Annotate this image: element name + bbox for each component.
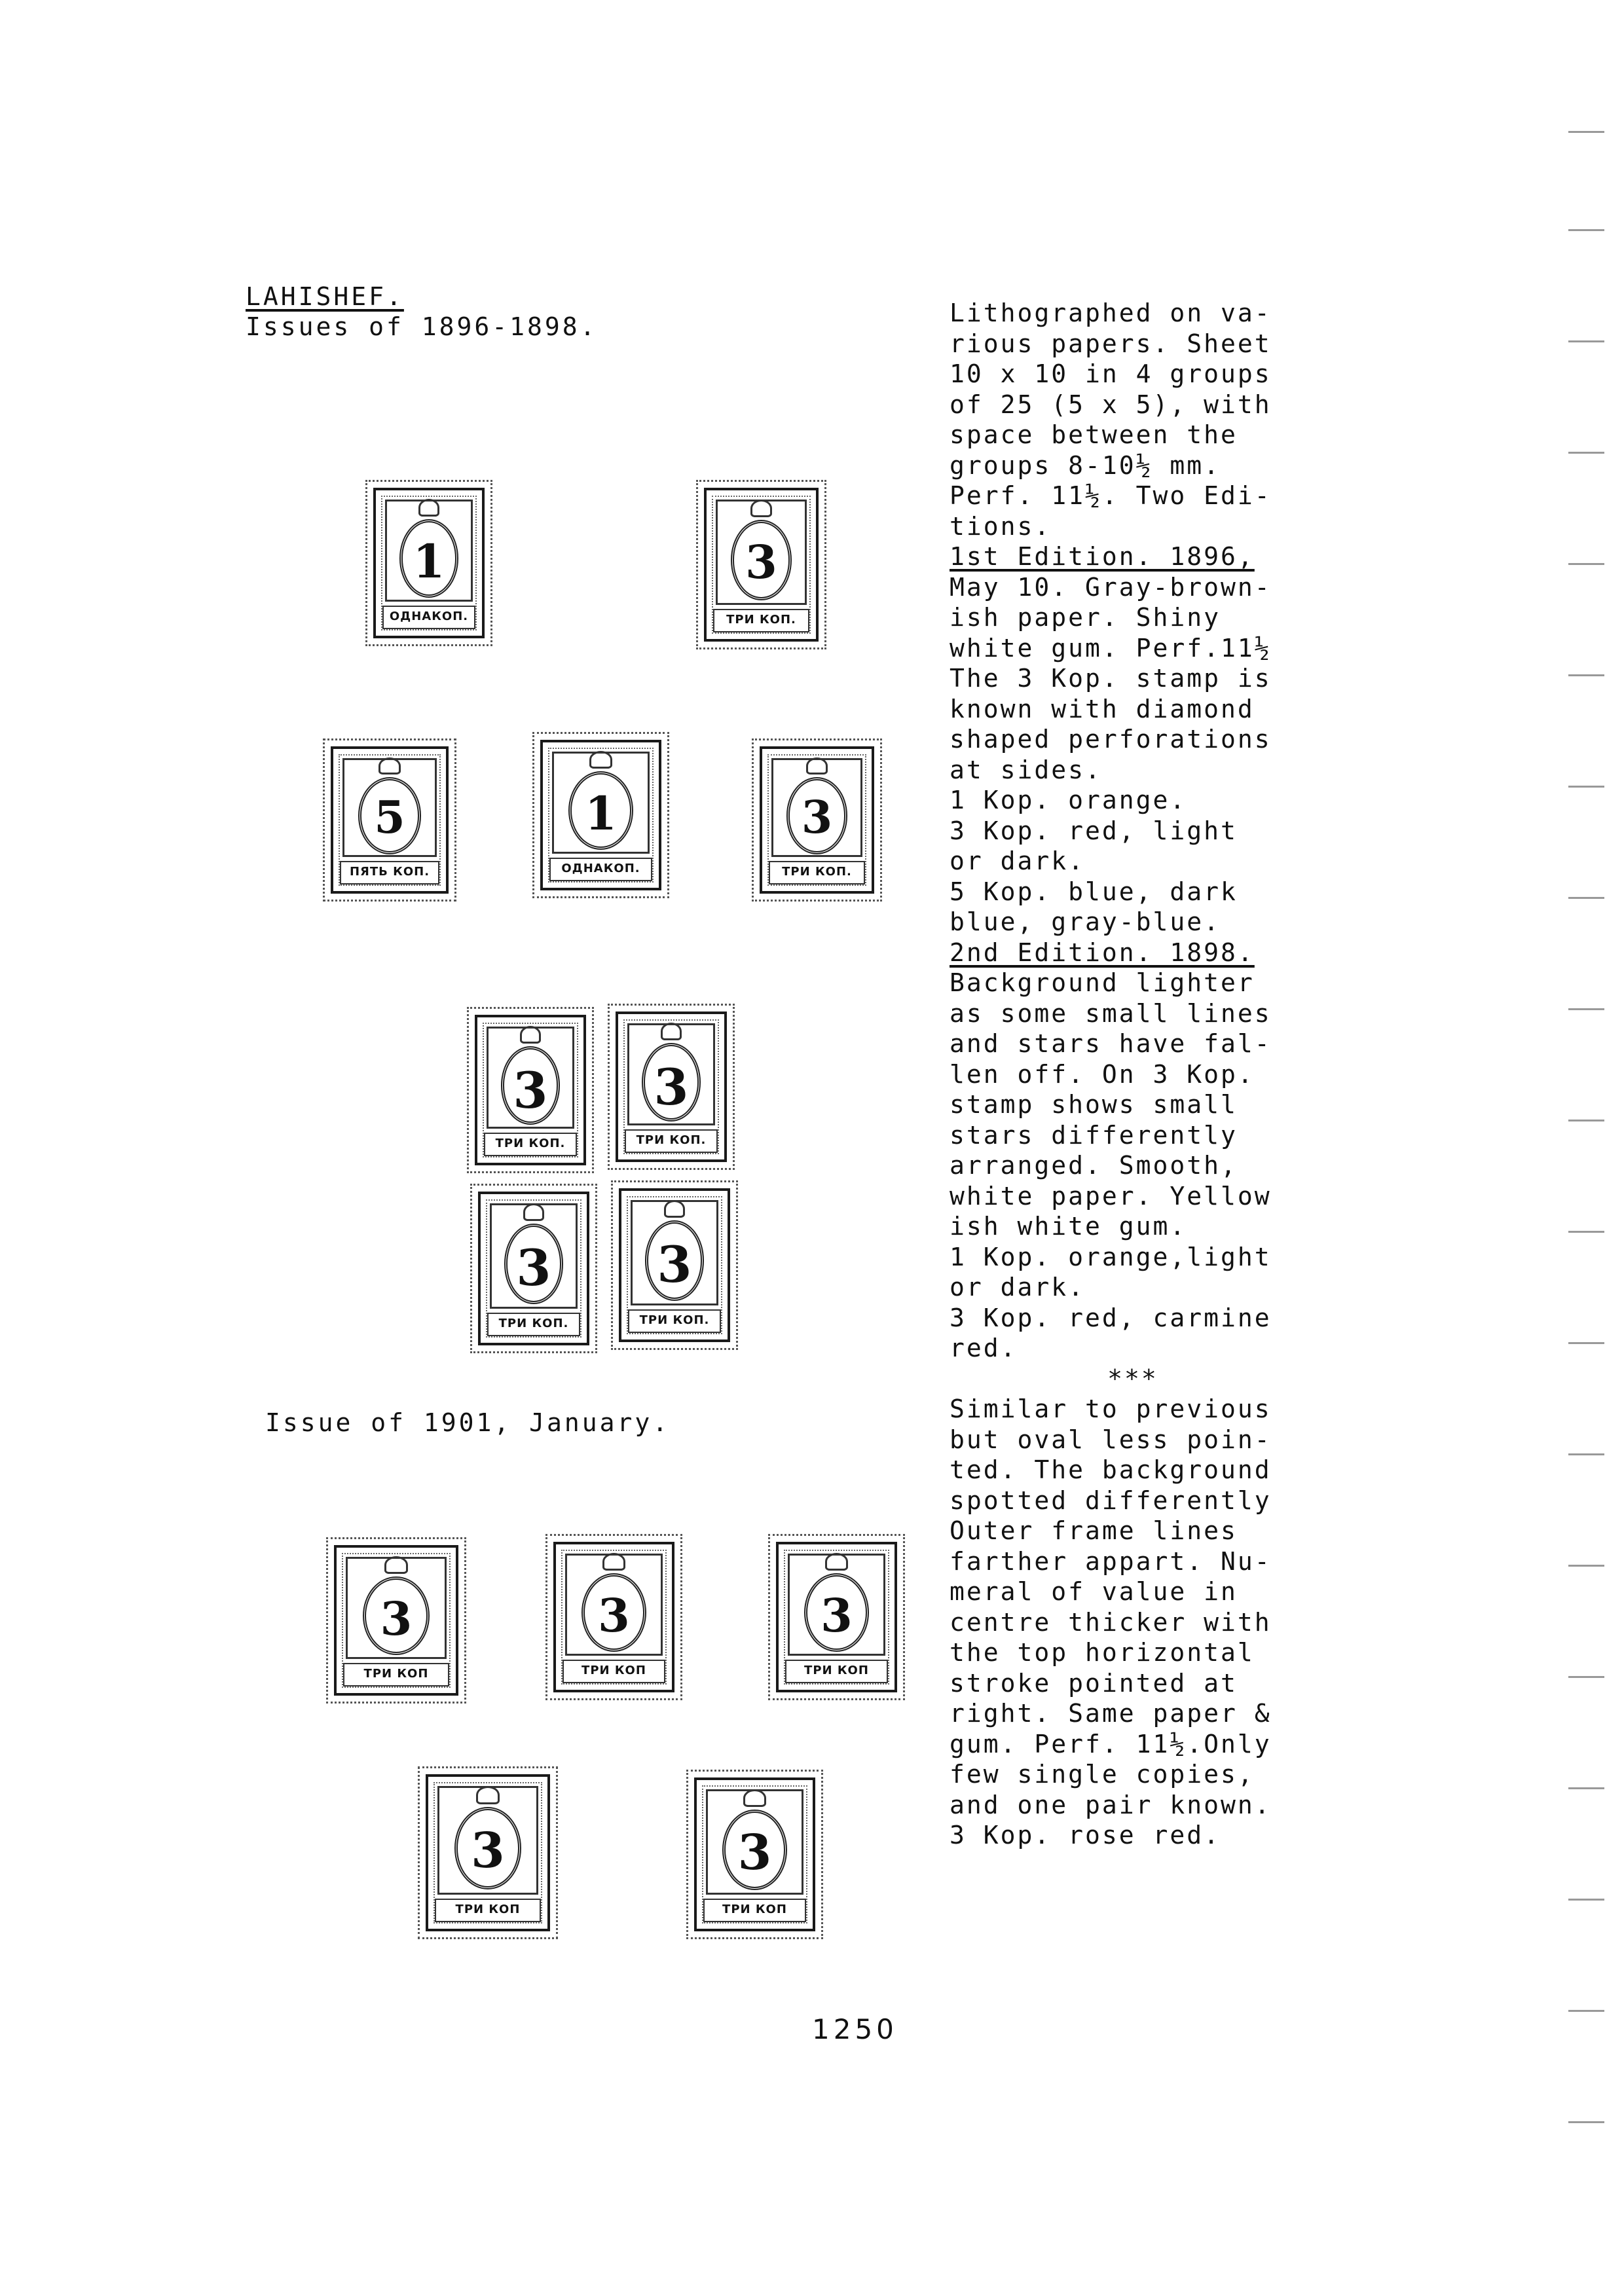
- text-line: and stars have fal-: [950, 1029, 1272, 1058]
- text-line: 3 Kop. red, light: [950, 816, 1238, 845]
- text-line: groups 8-10½ mm.: [950, 450, 1221, 480]
- stamp-3-kop: [475, 1015, 586, 1165]
- text-line: ish white gum.: [950, 1212, 1187, 1241]
- text-line: spotted differently: [950, 1485, 1272, 1515]
- edge-mark: [1568, 1565, 1604, 1567]
- text-line: stroke pointed at: [950, 1668, 1238, 1698]
- edge-mark: [1568, 1899, 1604, 1901]
- edge-mark: [1568, 131, 1604, 133]
- stamp-3-kop: [478, 1192, 589, 1345]
- issue-1901-heading: Issue of 1901, January.: [265, 1408, 671, 1437]
- text-line: rious papers. Sheet: [950, 329, 1272, 358]
- text-line: ish paper. Shiny: [950, 603, 1221, 632]
- crown-icon: [750, 500, 772, 517]
- description-column: [950, 298, 1316, 1851]
- stamp-value-label: ОДНАКОП.: [382, 606, 475, 629]
- separator-stars: ***: [1107, 1364, 1158, 1393]
- text-line: 10 x 10 in 4 groups: [950, 359, 1272, 388]
- edge-mark: [1568, 1231, 1604, 1233]
- text-line: Lithographed on va-: [950, 299, 1272, 327]
- stamp-3-kop-1901: [553, 1542, 674, 1692]
- text-line: right. Same paper &: [950, 1699, 1272, 1728]
- text-line: the top horizontal: [950, 1638, 1255, 1667]
- text-line: 1 Kop. orange,light: [950, 1242, 1272, 1271]
- stamp-3-kop: [619, 1188, 730, 1342]
- page-number: 1250: [812, 2013, 898, 2045]
- stamp-1-kop: [373, 488, 485, 638]
- text-line: May 10. Gray-brown-: [950, 572, 1272, 602]
- stamp-numeral: 3: [745, 535, 777, 590]
- text-line: centre thicker with: [950, 1607, 1272, 1637]
- stamp-numeral: 1: [585, 786, 617, 841]
- text-line: space between the: [950, 420, 1238, 449]
- title-lahishef: LAHISHEF.: [246, 282, 404, 311]
- text-line: at sides.: [950, 755, 1102, 784]
- edge-mark: [1568, 674, 1604, 676]
- text-line: 1 Kop. orange.: [950, 786, 1187, 814]
- stamp-value-label: ТРИ КОП.: [625, 1129, 718, 1153]
- edge-mark: [1568, 1676, 1604, 1678]
- issues-subtitle: Issues of 1896-1898.: [246, 312, 598, 341]
- stamp-numeral: 3: [513, 1061, 548, 1120]
- text-line: tions.: [950, 511, 1052, 541]
- text-line: as some small lines: [950, 998, 1272, 1028]
- stamp-value-label: ТРИ КОП: [435, 1899, 541, 1922]
- edge-mark: [1568, 2010, 1604, 2012]
- text-line: len off. On 3 Kop.: [950, 1059, 1255, 1089]
- edge-mark: [1568, 786, 1604, 788]
- text-line: white gum. Perf.11½: [950, 633, 1272, 663]
- text-line: few single copies,: [950, 1760, 1255, 1789]
- stamp-value-label: ОДНАКОП.: [549, 858, 652, 881]
- stamp-value-label: ТРИ КОП.: [628, 1309, 721, 1333]
- stamp-3-kop-1901: [776, 1542, 897, 1692]
- stamp-numeral: 3: [801, 792, 833, 845]
- text-line: 3 Kop. rose red.: [950, 1821, 1221, 1850]
- edge-mark: [1568, 1342, 1604, 1344]
- stamp-value-label: ТРИ КОП.: [487, 1313, 580, 1336]
- stamp-3-kop-1901: [694, 1777, 815, 1931]
- crown-icon: [825, 1553, 848, 1571]
- stamp-value-label: ТРИ КОП.: [713, 609, 809, 632]
- text-line: stars differently: [950, 1120, 1238, 1150]
- text-line: arranged. Smooth,: [950, 1151, 1238, 1180]
- stamp-numeral: 3: [821, 1588, 853, 1643]
- stamp-numeral: 5: [374, 792, 405, 845]
- edge-mark: [1568, 1008, 1604, 1010]
- edge-mark: [1568, 452, 1604, 454]
- text-line: white paper. Yellow: [950, 1181, 1272, 1211]
- text-line: 3 Kop. red, carmine: [950, 1303, 1272, 1332]
- stamp-numeral: 3: [654, 1057, 689, 1116]
- stamp-value-label: ТРИ КОП: [703, 1899, 806, 1922]
- text-line: or dark.: [950, 847, 1086, 875]
- crown-icon: [602, 1553, 625, 1571]
- text-line: The 3 Kop. stamp is: [950, 664, 1272, 693]
- text-line: red.: [950, 1334, 1018, 1362]
- edge-mark: [1568, 1120, 1604, 1121]
- edge-mark: [1568, 897, 1604, 899]
- text-line: Outer frame lines: [950, 1516, 1238, 1545]
- stamp-value-label: ТРИ КОП: [563, 1660, 665, 1683]
- text-line: 5 Kop. blue, dark: [950, 877, 1238, 906]
- second-edition-line: 2nd Edition. 1898.: [950, 938, 1255, 967]
- text-line: but oval less poin-: [950, 1425, 1272, 1454]
- stamp-3-kop: [616, 1011, 727, 1162]
- edge-mark: [1568, 563, 1604, 565]
- stamp-numeral: 1: [413, 534, 445, 589]
- crown-icon: [476, 1786, 500, 1804]
- text-line: farther appart. Nu-: [950, 1546, 1272, 1576]
- stamp-5-kop: [331, 746, 449, 894]
- stamp-numeral: 3: [598, 1588, 630, 1643]
- text-line: Perf. 11½. Two Edi-: [950, 481, 1272, 510]
- stamp-numeral: 3: [657, 1235, 692, 1294]
- text-line: gum. Perf. 11½.Only: [950, 1729, 1272, 1758]
- crown-icon: [664, 1200, 685, 1218]
- first-edition-line: 1st Edition. 1896,: [950, 542, 1255, 571]
- stamp-numeral: 3: [737, 1825, 772, 1882]
- stamp-3-kop: [704, 488, 819, 642]
- edge-mark: [1568, 1787, 1604, 1789]
- text-line: or dark.: [950, 1273, 1086, 1302]
- stamp-3-kop-1901: [426, 1774, 550, 1931]
- edge-mark: [1568, 2121, 1604, 2123]
- crown-icon: [418, 499, 439, 517]
- text-line: stamp shows small: [950, 1090, 1238, 1119]
- crown-icon: [743, 1789, 766, 1807]
- stamp-3-kop: [760, 746, 874, 894]
- edge-mark: [1568, 340, 1604, 342]
- text-line: shaped perforations: [950, 725, 1272, 754]
- stamp-3-kop-1901: [334, 1545, 458, 1696]
- stamp-value-label: ТРИ КОП: [785, 1660, 888, 1683]
- edge-mark: [1568, 229, 1604, 231]
- text-line: meral of value in: [950, 1577, 1238, 1606]
- text-line: ted. The background: [950, 1455, 1272, 1484]
- stamp-value-label: ПЯТЬ КОП.: [340, 861, 439, 884]
- stamp-numeral: 3: [380, 1591, 413, 1646]
- crown-icon: [806, 757, 828, 774]
- stamp-numeral: 3: [516, 1239, 551, 1298]
- text-line: and one pair known.: [950, 1790, 1272, 1819]
- crown-icon: [378, 757, 401, 774]
- text-line: known with diamond: [950, 694, 1255, 723]
- crown-icon: [520, 1026, 541, 1044]
- crown-icon: [661, 1023, 682, 1040]
- stamp-value-label: ТРИ КОП: [343, 1663, 449, 1686]
- edge-mark: [1568, 1453, 1604, 1455]
- crown-icon: [589, 751, 612, 769]
- page-title: [246, 282, 598, 342]
- crown-icon: [384, 1556, 408, 1574]
- text-line: blue, gray-blue.: [950, 907, 1221, 936]
- crown-icon: [523, 1203, 544, 1221]
- stamp-value-label: ТРИ КОП.: [484, 1133, 577, 1156]
- text-line: of 25 (5 x 5), with: [950, 390, 1272, 419]
- text-line: Background lighter: [950, 968, 1255, 997]
- stamp-1-kop: [540, 740, 661, 890]
- stamp-numeral: 3: [471, 1822, 505, 1879]
- stamp-value-label: ТРИ КОП.: [769, 861, 865, 884]
- text-line: Similar to previous: [950, 1394, 1272, 1423]
